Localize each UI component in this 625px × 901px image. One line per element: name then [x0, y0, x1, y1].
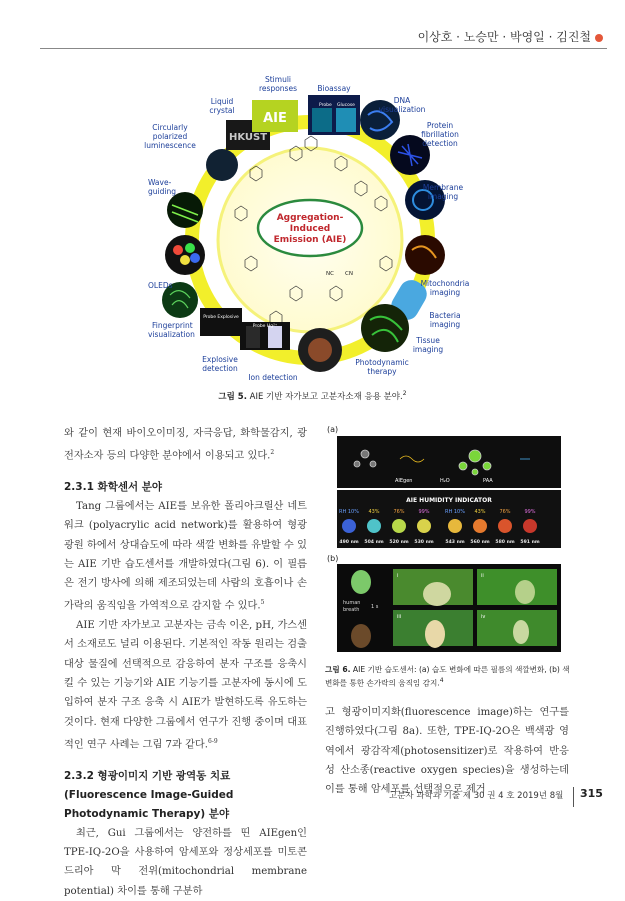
rh-label: 76% [499, 509, 511, 515]
nc-label: NC [326, 271, 334, 277]
wavelength-label: 560 nm [470, 540, 490, 545]
label-pdt-1: Photodynamic [355, 358, 409, 367]
label-membrane-2: imaging [427, 192, 459, 201]
header-authors [418, 28, 603, 45]
label-oleds: OLEDs [148, 281, 173, 290]
figure-5-graphic [140, 60, 495, 385]
figure-5-caption-ref: 2 [402, 390, 407, 398]
header-logo-icon [595, 34, 603, 42]
label-mito-2: imaging [429, 288, 461, 297]
humidity-dot [448, 519, 462, 533]
label-dna-2: visualization [378, 105, 426, 114]
wavelength-label: 504 nm [364, 540, 384, 545]
header-authors-text: 이상호 · 노승만 · 박영일 · 김진철 [417, 30, 591, 44]
panel-iv-label: iv [481, 614, 486, 620]
label-dna-1: DNA [393, 96, 411, 105]
humidity-dot [523, 519, 537, 533]
wavelength-label: 530 nm [414, 540, 434, 545]
center-label-3: Emission (AIE) [273, 235, 347, 245]
aie-text: AIE [263, 111, 287, 126]
label-protein-3: detection [422, 139, 458, 148]
heading-2-3-1: 2.3.1 화학센서 분야 [64, 480, 163, 493]
label-probe: Probe [319, 103, 332, 108]
wavelength-label: 520 nm [389, 540, 409, 545]
left-para-3-ref: 6-9 [208, 737, 218, 745]
left-para-3 [64, 616, 307, 754]
figure-6 [325, 424, 565, 656]
label-stimuli-1: Stimuli [264, 75, 292, 84]
probe-explosive-text: Probe Explosive [203, 315, 239, 320]
humidity-dot [367, 519, 381, 533]
header-divider [40, 48, 607, 49]
label-ion: Ion detection [248, 373, 298, 382]
figure-6-caption-ref: 4 [439, 677, 444, 684]
right-column [325, 703, 569, 799]
label-bacteria-2: imaging [429, 320, 461, 329]
label-circular-1: Circularly [152, 123, 188, 132]
label-explosive-1: Explosive [202, 355, 238, 364]
wavelength-label: 490 nm [339, 540, 359, 545]
label-stimuli-2: responses [259, 84, 297, 93]
label-liquid-2: crystal [209, 106, 235, 115]
rh-label: 76% [393, 509, 405, 515]
humidity-dot [417, 519, 431, 533]
humidity-dot [473, 519, 487, 533]
figure-6-label-a: (a) [327, 425, 339, 434]
label-circular-3: luminescence [144, 141, 196, 150]
mito-image [405, 235, 445, 275]
page-number: 315 [580, 787, 603, 800]
rh-label: 99% [418, 509, 430, 515]
center-label-2: Induced [289, 224, 331, 234]
rh-label: 99% [524, 509, 536, 515]
left-para-4: 최근, Gui 그룹에서는 양전하를 띤 AIEgen인 TPE-IQ-2O을 사용하여 암세포와 정상세포를 미토콘드리아 막 전위(mitochondrial membrane potential) 차이를 통해 구분하 [64, 827, 307, 897]
wavelength-label: 591 nm [520, 540, 540, 545]
label-explosive-2: detection [202, 364, 238, 373]
hkust-text: HKUST [228, 132, 268, 143]
probe-hg-text: Probe Hg²⁺ [252, 324, 278, 329]
humidity-dot [342, 519, 356, 533]
figure-6-caption-label: 그림 6. [325, 665, 351, 674]
left-column [64, 424, 307, 901]
rh-label: RH 10% [339, 509, 359, 515]
panel-ii-label: ii [481, 573, 484, 579]
label-tissue-2: imaging [412, 345, 444, 354]
figure-6-caption [325, 664, 573, 689]
left-para-2 [64, 497, 307, 616]
left-para-2-text: Tang 그룹에서는 AIE를 보유한 폴리아크릴산 네트워크 (polyacrylic acid network)를 활용하여 형광 광원 하에서 상대습도에 따라 색깔 변화를 유발할 수 있는 AIE 기반 습도센서를 개발하였다(그림 6). 이 필름은 전기 방사에 의해 제조되었는데 사람의 호흡이나 손가락의 움직임을 가역적으로 감지할 수 있다. [64, 500, 307, 612]
h2o-label: H₂O [440, 478, 450, 484]
panel-iii-label: iii [397, 614, 402, 620]
humidity-dot [392, 519, 406, 533]
right-para: 고 형광이미지화(fluorescence image)하는 연구를 진행하였다(그림 8a). 또한, TPE-IQ-2O은 백색광 영역에서 광감작제(photosensitizer)로 작용하여 반응성 산소종(reactive oxygen species)을 생성하는데 이를 통해 암세포를 선택적으로 제거 [325, 707, 569, 796]
figure-5-caption-text: AIE 기반 자가보고 고분자소재 응용 분야. [246, 392, 403, 402]
label-mito-1: Mitochondria [420, 279, 470, 288]
heading-2-3-2: 2.3.2 형광이미지 기반 광역동 치료(Fluorescence Image-Guided Photodynamic Therapy) 분야 [64, 769, 234, 820]
breath-label-2: breath [343, 607, 360, 613]
footer-journal: 고분자 과학과 기술 제 30 권 4 호 2019년 8월 [389, 791, 564, 801]
rh-label: 43% [368, 509, 380, 515]
label-bacteria-1: Bacteria [429, 311, 461, 320]
aiegen-label: AIEgen [395, 478, 413, 484]
panel-i-label: i [397, 573, 399, 579]
figure-6-caption-text: AIE 기반 습도센서: (a) 습도 변화에 따른 필름의 색깔변화, (b) 색 변화를 통한 손가락의 움직임 감지. [325, 665, 570, 688]
label-protein-2: fibrillation [421, 130, 459, 139]
humidity-indicator-title: AIE HUMIDITY INDICATOR [406, 497, 492, 504]
label-wave-2: guiding [148, 187, 176, 196]
label-glucose: Glucose [337, 103, 355, 108]
figure-5 [140, 60, 495, 385]
left-para-1-ref: 2 [270, 449, 275, 457]
probe-vial [312, 108, 332, 132]
finger-wet-image [351, 570, 371, 594]
finger-dry-image [351, 624, 371, 648]
wavelength-label: 543 nm [445, 540, 465, 545]
label-membrane-1: Membrane [422, 183, 464, 192]
label-protein-1: Protein [426, 121, 454, 130]
left-para-3-text: AIE 기반 자가보고 고분자는 금속 이온, pH, 가스센서 소재로도 널리 이용된다. 기본적인 작동 원리는 검출 대상 물질에 선택적으로 감응하여 분자 구조를 응축시킬 수 있는 기능기와 AIE 기능기를 고분자에 동시에 도입하여 분자 구조 응축 시 AIE가 발현하도록 유도하는 것이다. 현재 다양한 그룹에서 연구가 진행 중이며 대표적인 연구 사례는 그림 7과 같다. [64, 620, 307, 751]
tissue-image [361, 304, 409, 352]
left-para-1 [64, 424, 307, 466]
rh-label: RH 10% [445, 509, 465, 515]
time-label: 1 s [371, 604, 379, 610]
cn-label: CN [345, 271, 353, 277]
glucose-vial [336, 108, 356, 132]
label-finger-2: visualization [148, 330, 195, 339]
label-liquid-1: Liquid [210, 97, 234, 106]
label-tissue-1: Tissue [416, 336, 440, 345]
center-label-1: Aggregation- [276, 213, 344, 223]
paa-label: PAA [483, 478, 493, 484]
humidity-dot [498, 519, 512, 533]
wavelength-label: 580 nm [495, 540, 515, 545]
figure-5-caption [0, 390, 625, 402]
label-bioassay: Bioassay [317, 84, 351, 93]
explosive-image [200, 308, 242, 336]
figure-5-caption-label: 그림 5. [218, 392, 247, 402]
label-circular-2: polarized [152, 132, 188, 141]
figure-6-graphic [325, 424, 565, 656]
label-wave-1: Wave- [148, 178, 172, 187]
footer-divider [573, 787, 574, 807]
left-para-2-ref: 5 [260, 599, 265, 607]
left-para-1-text: 와 같이 현재 바이오이미징, 자극응답, 화학물감지, 광전자소자 등의 다양한 분야에서 이용되고 있다. [64, 428, 307, 462]
circular-image [206, 149, 238, 181]
label-finger-1: Fingerprint [152, 321, 193, 330]
label-pdt-2: therapy [367, 367, 397, 376]
breath-label-1: human [343, 600, 361, 606]
figure-6-label-b: (b) [327, 554, 339, 563]
rh-label: 43% [474, 509, 486, 515]
